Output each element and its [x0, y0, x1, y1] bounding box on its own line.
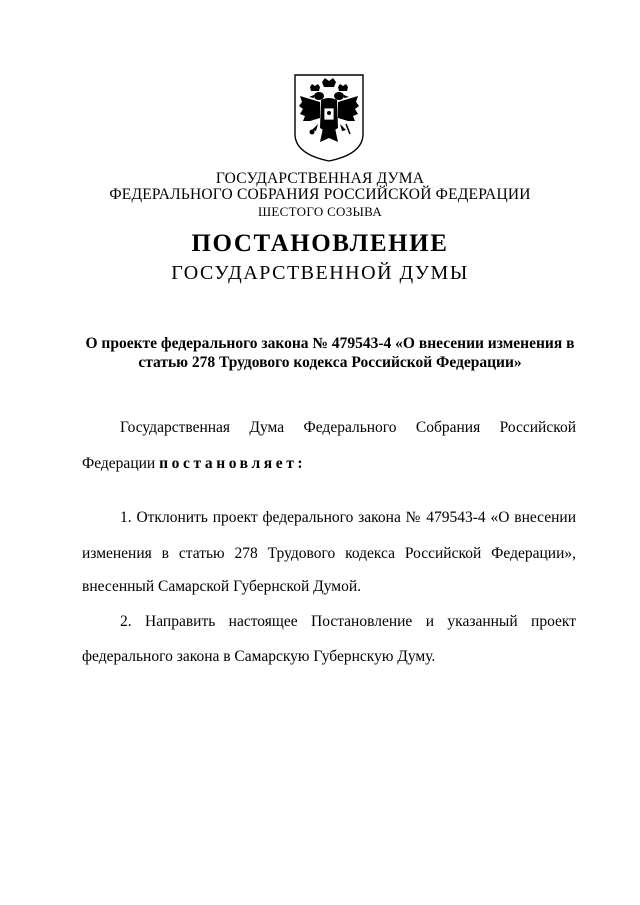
preamble-line-2: [82, 455, 576, 473]
preamble-line-1: Государственная Дума Федерального Собрания Российской: [120, 419, 576, 436]
item-1-line-1: 1. Отклонить проект федерального закона № 479543-4 «О внесении: [120, 509, 576, 526]
item-1-line-2: изменения в статью 278 Трудового кодекса Российской Федерации»,: [82, 545, 576, 562]
preamble-verb: постановляет:: [159, 455, 307, 472]
preamble-line-2-start: Федерации: [82, 455, 156, 472]
item-2-line-1: 2. Направить настоящее Постановление и указанный проект: [120, 613, 576, 630]
org-line-1: ГОСУДАРСТВЕННАЯ ДУМА: [215, 170, 425, 187]
subject-line-2: статью 278 Трудового кодекса Российской Федерации»: [138, 354, 522, 371]
document-title: ПОСТАНОВЛЕНИЕ: [191, 230, 449, 257]
document-subtitle: ГОСУДАРСТВЕННОЙ ДУМЫ: [171, 262, 469, 284]
convocation: ШЕСТОГО СОЗЫВА: [257, 204, 383, 219]
item-2-line-2: федерального закона в Самарскую Губернскую Думу.: [82, 648, 436, 665]
org-line-2: ФЕДЕРАЛЬНОГО СОБРАНИЯ РОССИЙСКОЙ ФЕДЕРАЦИИ: [109, 186, 531, 203]
item-1-line-3: внесенный Самарской Губернской Думой.: [82, 578, 362, 595]
coat-of-arms-icon: [292, 72, 366, 164]
subject-line-1: О проекте федерального закона № 479543-4 «О внесении изменения в: [85, 335, 575, 352]
